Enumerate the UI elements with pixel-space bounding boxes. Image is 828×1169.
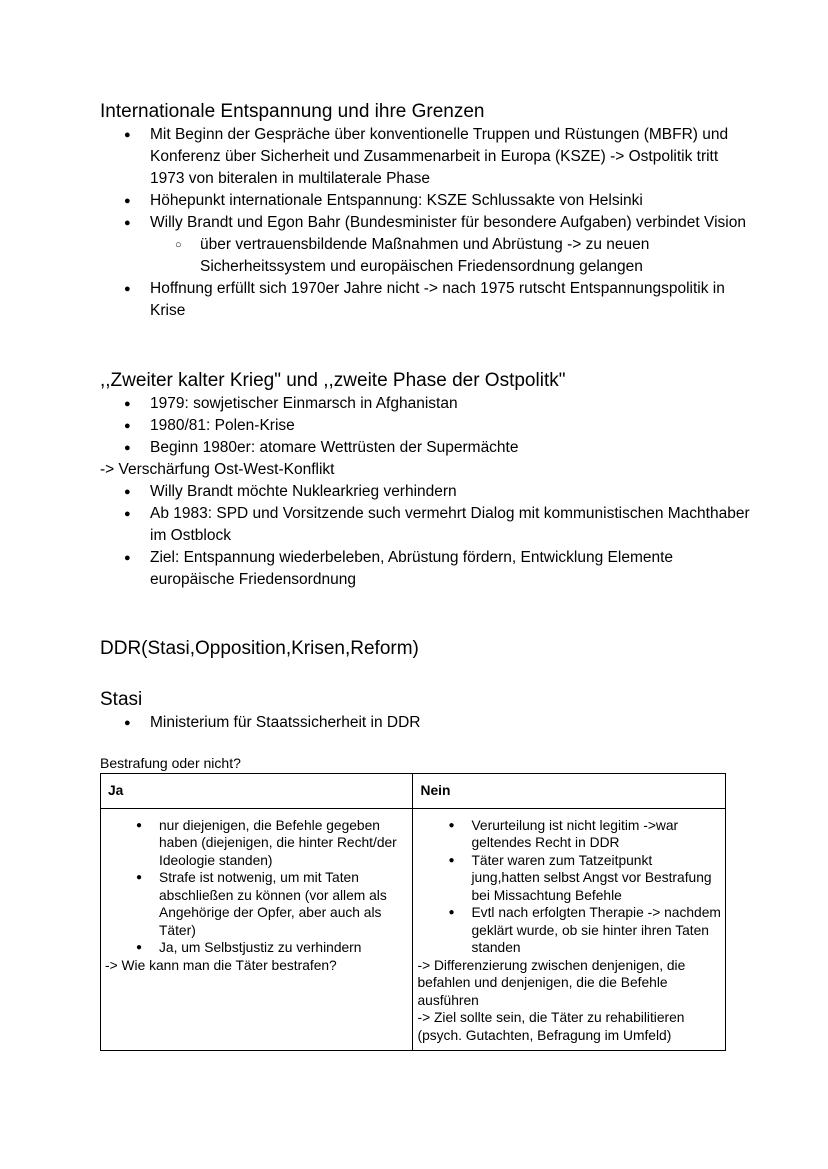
list-item: ● 1979: sowjetischer Einmarsch in Afghanistan — [100, 393, 750, 415]
list-item: ● Ab 1983: SPD und Vorsitzende such vermehrt Dialog mit kommunistischen Machthaber im Ostblock — [100, 503, 750, 547]
list-item: ● Evtl nach erfolgten Therapie -> nachdem geklärt wurde, ob sie hinter ihren Taten standen — [417, 904, 721, 957]
list-item: ● Hoffnung erfüllt sich 1970er Jahre nicht -> nach 1975 rutscht Entspannungspolitik in Krise — [100, 278, 750, 322]
sub-list-item: ○ über vertrauensbildende Maßnahmen und Abrüstung -> zu neuen Sicherheitssystem und europäischen Friedensordnung gelangen — [150, 234, 760, 278]
list-item: ● 1980/81: Polen-Krise — [100, 415, 750, 437]
list-item: ● Ziel: Entspannung wiederbeleben, Abrüstung fördern, Entwicklung Elemente europäische Friedensordnung — [100, 547, 750, 591]
list-item: ● Mit Beginn der Gespräche über konventionelle Truppen und Rüstungen (MBFR) und Konferenz über Sicherheit und Zusammenarbeit in Europa (KSZE) -> Ostpolitik tritt 1973 von biteralen in multilaterale Phase — [100, 124, 750, 190]
table-caption: Bestrafung oder nicht? — [100, 755, 241, 771]
list-item: ● Strafe ist notwenig, um mit Taten abschließen zu können (vor allem als Angehörige der Opfer, aber auch als Täter) — [105, 869, 408, 939]
list-item: ● Beginn 1980er: atomare Wettrüsten der Supermächte — [100, 437, 750, 459]
list-item: ● Ministerium für Staatssicherheit in DDR — [100, 712, 750, 734]
list-item: ● nur diejenigen, die Befehle gegeben haben (diejenigen, die hinter Recht/der Ideologie standen) — [105, 817, 408, 870]
list-item: ● Verurteilung ist nicht legitim ->war geltendes Recht in DDR — [417, 817, 721, 852]
table-row — [101, 808, 726, 1051]
nein-note: -> Ziel sollte sein, die Täter zu rehabilitieren (psych. Gutachten, Befragung im Umfeld) — [417, 1010, 685, 1043]
heading-zweiter-kalter-krieg: ,,Zweiter kalter Krieg" und ,,zweite Phase der Ostpolitk" — [100, 370, 566, 391]
heading-stasi: Stasi — [100, 689, 143, 710]
table-header-row — [101, 774, 726, 809]
bestrafung-table — [100, 773, 726, 1051]
section1-list — [100, 124, 750, 322]
ja-note: -> Wie kann man die Täter bestrafen? — [105, 957, 337, 973]
arrow-line: -> Verschärfung Ost-West-Konflikt — [100, 461, 335, 478]
list-item: ● Willy Brandt möchte Nuklearkrieg verhindern — [100, 481, 750, 503]
section4-list — [100, 712, 750, 734]
list-item: ● Täter waren zum Tatzeitpunkt jung,hatten selbst Angst vor Bestrafung bei Missachtung Befehle — [417, 852, 721, 905]
cell-ja — [101, 808, 413, 1051]
list-item: ● Ja, um Selbstjustiz zu verhindern — [105, 939, 408, 957]
header-nein: Nein — [413, 774, 726, 809]
section2-list — [100, 393, 750, 591]
list-item: ● Willy Brandt und Egon Bahr (Bundesminister für besondere Aufgaben) verbindet Vision — [100, 212, 750, 234]
cell-nein — [413, 808, 726, 1051]
list-item: ● Höhepunkt internationale Entspannung: KSZE Schlussakte von Helsinki — [100, 190, 750, 212]
nein-note: -> Differenzierung zwischen denjenigen, die befahlen und denjenigen, die die Befehle ausführen — [417, 957, 686, 1008]
header-ja: Ja — [101, 774, 413, 809]
heading-internationale-entspannung: Internationale Entspannung und ihre Grenzen — [100, 101, 485, 122]
heading-ddr: DDR(Stasi,Opposition,Krisen,Reform) — [100, 638, 419, 659]
